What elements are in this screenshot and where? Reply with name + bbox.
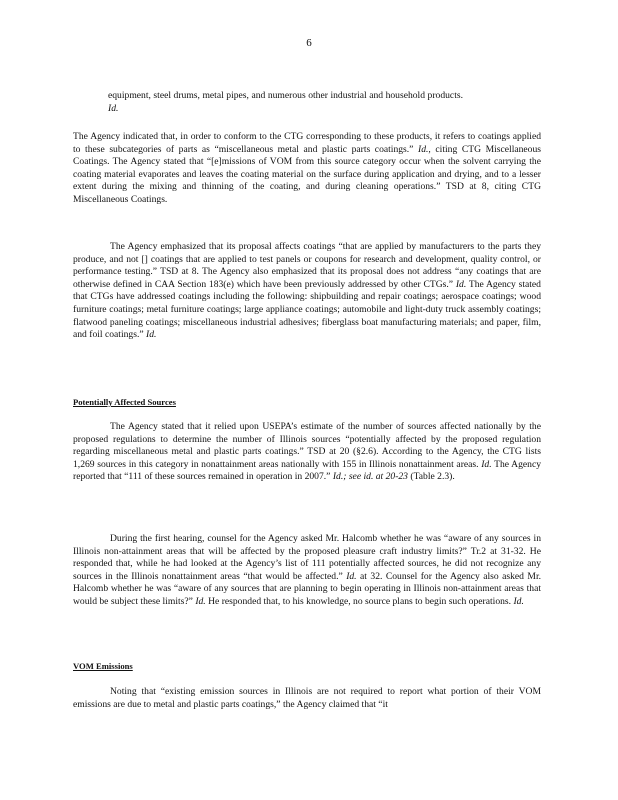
- paragraph-text: He responded that, to his knowledge, no source plans to begin such operations.: [208, 595, 512, 607]
- citation: Id.: [481, 458, 492, 470]
- section-heading-affected-sources: Potentially Affected Sources: [73, 397, 176, 407]
- paragraph-continuation: [108, 90, 463, 115]
- paragraph-text: Noting that “existing emission sources in Illinois are not required to report what portion of their VOM emissions are due to metal and plastic parts coatings,” the Agency claimed that “it: [73, 686, 541, 710]
- citation: Id.: [455, 278, 467, 290]
- paragraph-agency-indicated: [73, 131, 541, 207]
- paragraph-usepa-estimate: [73, 421, 541, 484]
- citation: Id.: [146, 329, 157, 341]
- paragraph-text: The Agency indicated that, in order to conform to the CTG corresponding to these products, it refers to coatings applied to these subcategories of parts as “miscellaneous metal and plastic parts coatings.”: [73, 131, 541, 155]
- citation: Id.; see id. at 20-23: [332, 471, 408, 483]
- paragraph-text: The Agency stated that it relied upon USEPA’s estimate of the number of sources affected nationally by the proposed regulations to determine the number of Illinois sources “potentially affected by the proposed regulation regarding miscellaneous metal and plastic parts coatings.” TSD at 20 (§2.6). According to the Agency, the CTG lists 1,269 sources in this category in nonattainment areas nationally with 155 in Illinois nonattainment areas.: [73, 421, 541, 470]
- citation: Id.: [418, 143, 429, 155]
- paragraph-text: at 32. Counsel for the Agency also asked Mr. Halcomb whether he was “aware of any sources that are planning to begin operating in Illinois non-attainment areas that would be subject these limits?”: [73, 570, 542, 607]
- paragraph-text: The Agency stated that CTGs have addressed coatings including the following: shipbuilding and repair coatings; aerospace coatings; wood furniture coatings; metal furniture coatings; large appliance coatings; automobile and light-duty truck assembly coatings; flatwood paneling coatings; miscellaneous industrial adhesives; fiberglass boat manufacturing materials; and paper, film, and foil coatings.”: [73, 278, 541, 341]
- page-number: 6: [306, 37, 312, 49]
- citation: Id.: [513, 595, 524, 607]
- citation: Id.: [195, 595, 206, 607]
- section-heading-vom-emissions: VOM Emissions: [73, 661, 133, 671]
- paragraph-text: , citing CTG Miscellaneous Coatings. The Agency stated that “[e]missions of VOM from this source category occur when the solvent carrying the coating material evaporates and leaves the coating material on the surface during application and drying, and to a lesser extent during the mixing and thinning of the coating, and during cleaning operations.” TSD at 8, citing CTG Miscellaneous Coatings.: [73, 143, 541, 205]
- paragraph-agency-emphasized: [73, 241, 541, 342]
- paragraph-vom-noting: [73, 686, 541, 711]
- paragraph-text: The Agency emphasized that its proposal affects coatings “that are applied by manufacturers to the parts they produce, and not [] coatings that are applied to test panels or coupons for research and development, quality control, or performance testing.” TSD at 8. The Agency also emphasized that its proposal does not address “any coatings that are otherwise defined in CAA Section 183(e) which have been previously addressed by other CTGs.”: [73, 241, 541, 290]
- paragraph-first-hearing: [73, 533, 541, 609]
- paragraph-text: The Agency reported that “111 of these sources remained in operation in 2007.”: [73, 458, 541, 483]
- paragraph-text: During the first hearing, counsel for the Agency asked Mr. Halcomb whether he was “aware of any sources in Illinois non-attainment areas that will be affected by the proposed pleasure craft industry limits?” Tr.2 at 31-32. He responded that, while he had looked at the Agency’s list of 111 potentially affected sources, he did not recognize any sources in the Illinois nonattainment areas “that would be affected.”: [73, 533, 541, 582]
- paragraph-text: equipment, steel drums, metal pipes, and numerous other industrial and household products.: [108, 90, 463, 101]
- citation: Id.: [108, 102, 119, 114]
- paragraph-text: (Table 2.3).: [410, 471, 455, 483]
- citation: Id.: [346, 570, 357, 582]
